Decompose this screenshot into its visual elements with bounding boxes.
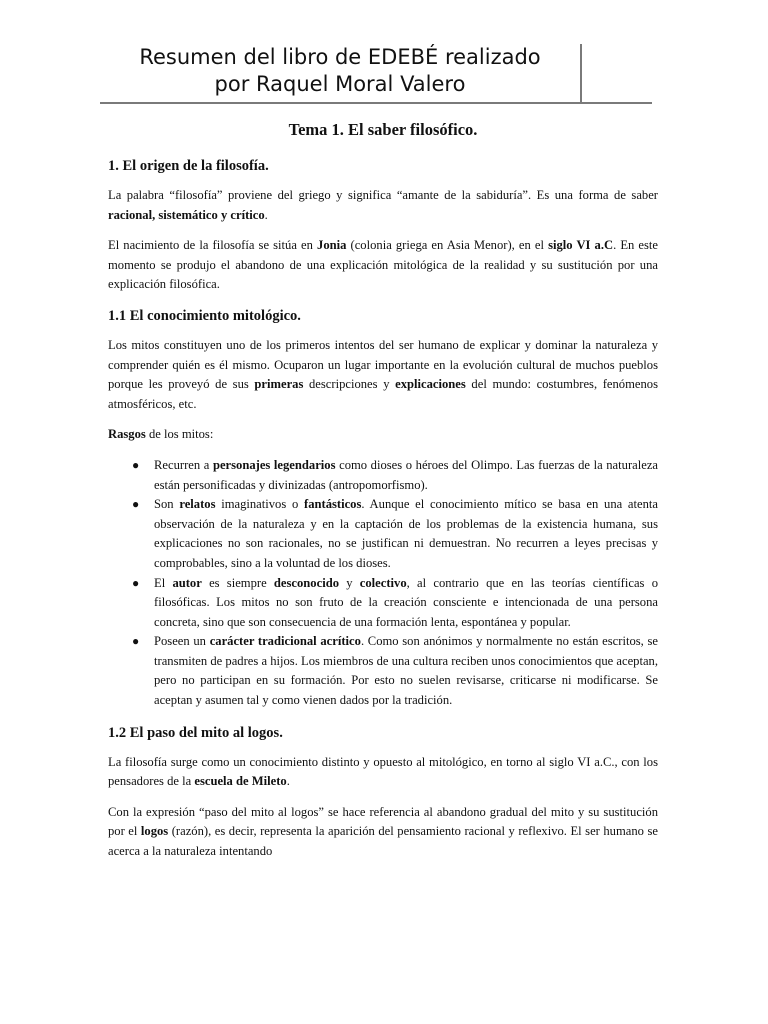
header-bottom-border xyxy=(100,102,652,104)
list-item: ● Recurren a personajes legendarios como dioses o héroes del Olimpo. Las fuerzas de la naturaleza están personificadas y divinizadas (antropomorfismo). xyxy=(132,457,658,492)
paragraph-filosofia-surge: La filosofía surge como un conocimiento distinto y opuesto al mitológico, en torno al siglo VI a.C., con los pensadores de la escuela de Mileto. xyxy=(108,754,658,789)
paragraph-palabra-filosofia: La palabra “filosofía” proviene del griego y significa “amante de la sabiduría”. Es una forma de saber racional, sistemático y crítico. xyxy=(108,188,658,222)
rasgos-list xyxy=(108,456,658,711)
list-item: ● Poseen un carácter tradicional acrítico. Como son anónimos y normalmente no están escritos, se transmiten de padres a hijos. Los miembros de una cultura reciben unos conocimientos que aceptan, pero no participan en su formación. Por esto no suelen revisarse, criticarse ni modificarse. Se aceptan y asumen tal y como vienen dados por la tradición. xyxy=(132,634,658,708)
bullet-icon: ● xyxy=(132,457,140,472)
paragraph-mitos: Los mitos constituyen uno de los primeros intentos del ser humano de explicar y dominar la naturaleza y comprender quién es él mismo. Ocuparon un lugar importante en la evolución cultural de muchos pueblos porque les proveyó de sus primeras descripciones y explicaciones del mundo: costumbres, fenómenos atmosféricos, etc. xyxy=(108,337,658,411)
section-heading-mito-logos: 1.2 El paso del mito al logos. xyxy=(108,724,283,741)
bullet-icon: ● xyxy=(132,575,140,590)
list-item: ● Son relatos imaginativos o fantásticos. Aunque el conocimiento mítico se basa en una atenta observación de la naturaleza y en la captación de los problemas de la existencia humana, sus explicaciones no son racionales, no se justifican ni demuestran. No recurren a leyes precisas y comprobables, sino a la voluntad de los dioses. xyxy=(132,497,659,570)
header-title-line-2: por Raquel Moral Valero xyxy=(214,72,466,96)
bullet-icon: ● xyxy=(132,497,140,512)
bullet-icon: ● xyxy=(132,634,140,649)
paragraph-nacimiento: El nacimiento de la filosofía se sitúa en Jonia (colonia griega en Asia Menor), en el siglo VI a.C. En este momento se produjo el abandono de una explicación mitológica de la realidad y su sustitución por una explicación filosófica. xyxy=(108,238,658,292)
section-heading-conocimiento-mitologico: 1.1 El conocimiento mitológico. xyxy=(108,307,301,324)
page-header xyxy=(100,44,580,104)
document-title: Tema 1. El saber filosófico. xyxy=(288,120,478,139)
section-heading-origen: 1. El origen de la filosofía. xyxy=(108,158,269,174)
header-right-border xyxy=(580,44,582,102)
document-body xyxy=(108,118,658,873)
list-item: ● El autor es siempre desconocido y colectivo, al contrario que en las teorías científicas o filosóficas. Los mitos no son fruto de la creación consciente e intencionada de una persona concreta, sino que son consecuencia de una formación lenta, espontánea y popular. xyxy=(132,575,658,629)
paragraph-paso-mito-logos: Con la expresión “paso del mito al logos” se hace referencia al abandono gradual del mito y su sustitución por el logos (razón), es decir, representa la aparición del pensamiento racional y reflexivo. El ser humano se acerca a la naturaleza intentando xyxy=(108,804,658,859)
header-title-line-1: Resumen del libro de EDEBÉ realizado xyxy=(139,45,541,69)
paragraph-rasgos: Rasgos de los mitos: xyxy=(108,427,214,442)
